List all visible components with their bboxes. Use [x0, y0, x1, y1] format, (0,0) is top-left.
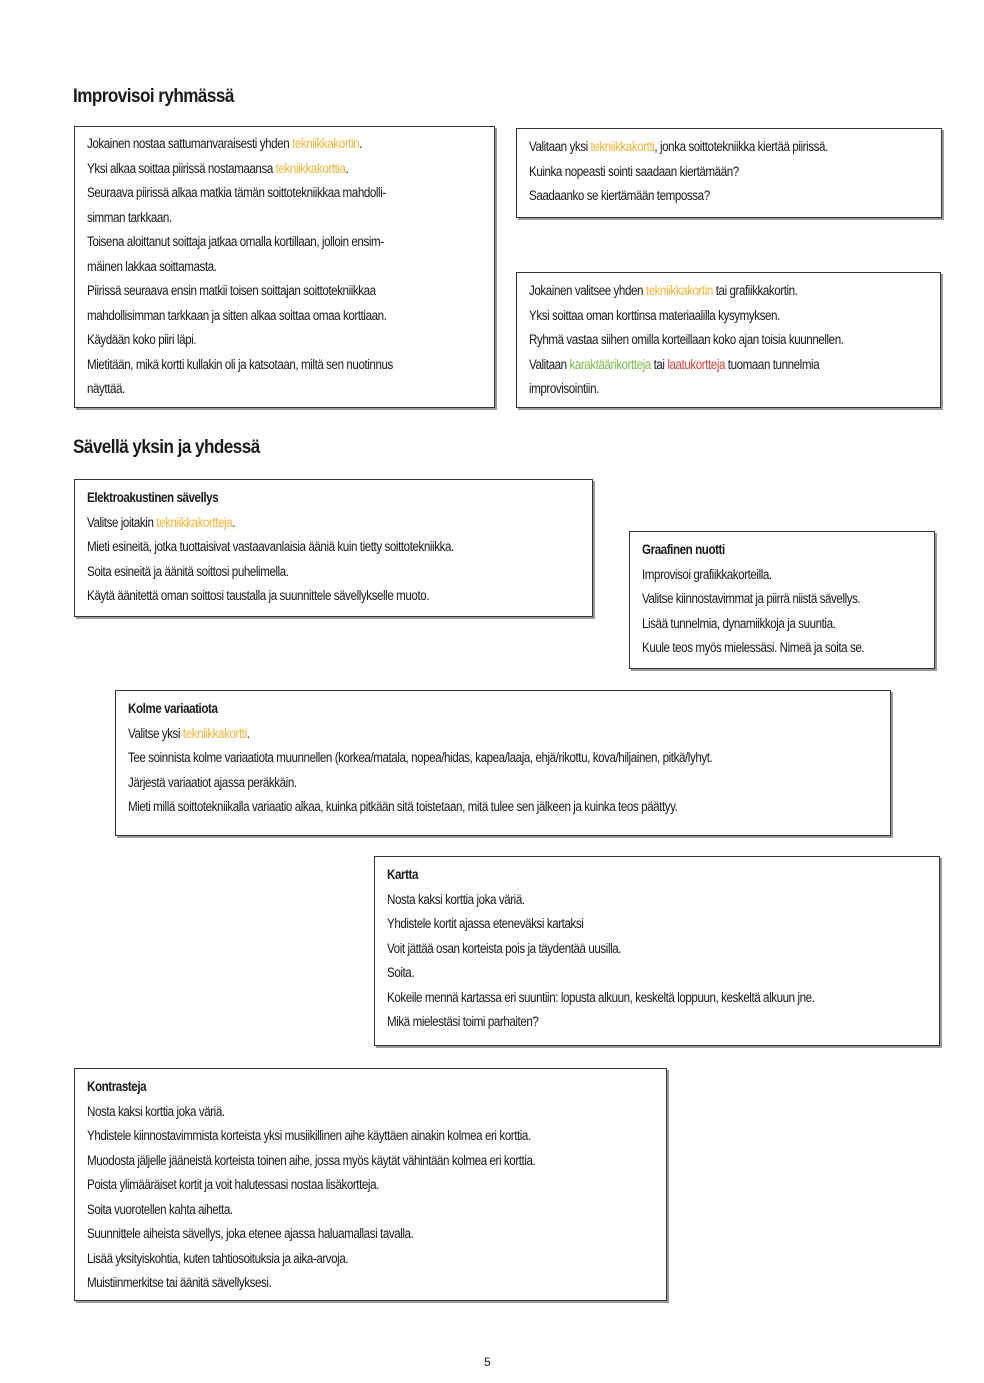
technique-card-term: tekniikkakorttia: [275, 160, 346, 176]
text-line: Kokeile mennä kartassa eri suuntiin: lopusta alkuun, keskeltä loppuun, keskeltä alkuun jne.: [387, 989, 815, 1005]
text-line: Nosta kaksi korttia joka väriä.: [387, 891, 525, 907]
text-line: Tee soinnista kolme variaatiota muunnellen (korkea/matala, nopea/hidas, kapea/laaja, ehjä/rikottu, kova/hiljainen, pitkä/lyhyt.: [128, 750, 713, 765]
text-segment: Jokainen valitsee yhden: [529, 283, 646, 298]
text-line: Voit jättää osan korteista pois ja täydentää uusilla.: [387, 940, 622, 956]
text-line: Yhdistele kiinnostavimmista korteista yksi musiikillinen aihe käyttäen ainakin kolmea eri korttia.: [87, 1128, 531, 1143]
text-line: Mieti millä soittotekniikalla variaatio alkaa, kuinka pitkään sitä toistetaan, mitä tulee sen jälkeen ja kuinka teos päättyy.: [128, 799, 678, 814]
text-line: Soita vuorotellen kahta aihetta.: [87, 1201, 233, 1217]
compose-card-electroacoustic: [74, 479, 593, 617]
text-segment: , jonka soittotekniikka kiertää piirissä.: [654, 139, 828, 154]
technique-card-term: tekniikkakortin: [292, 136, 360, 151]
compose-card-map: [374, 856, 940, 1046]
compose-card-contrasts: [74, 1068, 667, 1301]
text-segment: .: [232, 514, 236, 530]
text-line: Muistiinmerkitse tai äänitä sävellyksesi.: [87, 1275, 272, 1290]
text-line: Poista ylimääräiset kortit ja voit halutessasi nostaa lisäkortteja.: [87, 1177, 379, 1192]
text-line: Mieti esineitä, jotka tuottaisivat vastaavanlaisia ääniä kuin tietty soittotekniikka.: [87, 539, 454, 554]
text-line: Suunnittele aiheista sävellys, joka etenee ajassa haluamallasi tavalla.: [87, 1226, 414, 1241]
text-segment: tai grafiikkakortin.: [712, 283, 798, 298]
card-title: Graafinen nuotti: [642, 542, 725, 557]
text-line: Piirissä seuraava ensin matkii toisen soittajan soittotekniikkaa: [87, 283, 376, 298]
text-line: Ryhmä vastaa siihen omilla korteillaan koko ajan toisia kuunnellen.: [529, 332, 844, 347]
text-line: Yksi soittaa oman korttinsa materiaalilla kysymyksen.: [529, 307, 780, 323]
section-heading-compose: Sävellä yksin ja yhdessä: [73, 437, 260, 458]
card-title: Elektroakustinen sävellys: [87, 490, 219, 505]
text-line: [529, 353, 872, 378]
text-line: Nosta kaksi korttia joka väriä.: [87, 1103, 225, 1119]
text-line: [87, 157, 427, 182]
improvise-card-question-answer: [516, 272, 941, 408]
text-line: Käytä äänitettä oman soittosi taustalla ja suunnittele sävellykselle muoto.: [87, 588, 430, 603]
text-segment: .: [345, 160, 349, 176]
text-line: [128, 722, 773, 747]
text-segment: tai: [650, 356, 668, 372]
text-line: Yhdistele kortit ajassa eteneväksi kartaksi: [387, 916, 584, 931]
technique-card-term: tekniikkakortti: [590, 139, 655, 154]
text-line: [87, 132, 427, 157]
text-line: Valitse kiinnostavimmat ja piirrä niistä sävellys.: [642, 591, 861, 606]
text-line: Käydään koko piiri läpi.: [87, 332, 197, 347]
text-line: mäinen lakkaa soittamasta.: [87, 258, 217, 274]
text-line: Mikä mielestäsi toimi parhaiten?: [387, 1014, 539, 1029]
section-heading-improvise: Improvisoi ryhmässä: [73, 86, 234, 107]
compose-card-three-variations: [115, 690, 891, 836]
text-line: mahdollisimman tarkkaan ja sitten alkaa soittaa omaa korttiaan.: [87, 307, 387, 323]
text-segment: Yksi alkaa soittaa piirissä nostamaansa: [87, 160, 276, 176]
page-number: 5: [484, 1355, 491, 1369]
technique-card-term: tekniikkakortti: [182, 725, 247, 741]
text-segment: .: [359, 136, 362, 151]
text-segment: Valitse yksi: [128, 725, 183, 741]
text-line: Improvisoi grafiikkakorteilla.: [642, 566, 772, 582]
card-title: Kolme variaatiota: [128, 701, 218, 716]
text-segment: tuomaan tunnelmia: [724, 356, 820, 372]
text-line: [87, 511, 511, 536]
text-line: Soita esineitä ja äänitä soittosi puhelimella.: [87, 563, 289, 579]
text-segment: Valitse joitakin: [87, 514, 157, 530]
quality-card-term: laatukortteja: [667, 356, 725, 372]
text-segment: Jokainen nostaa sattumanvaraisesti yhden: [87, 136, 293, 151]
text-segment: Valitaan: [529, 356, 570, 372]
text-line: Kuinka nopeasti sointi saadaan kiertämään?: [529, 163, 739, 179]
text-line: Soita.: [387, 965, 415, 980]
text-line: Järjestä variaatiot ajassa peräkkäin.: [128, 774, 297, 790]
text-line: Lisää yksityiskohtia, kuten tahtiosoituksia ja aika-arvoja.: [87, 1250, 349, 1266]
text-line: simman tarkkaan.: [87, 209, 172, 225]
text-line: Lisää tunnelmia, dynamiikkoja ja suuntia.: [642, 615, 836, 631]
text-line: Mietitään, mikä kortti kullakin oli ja katsotaan, miltä sen nuotinnus: [87, 356, 393, 372]
text-segment: Valitaan yksi: [529, 139, 591, 154]
compose-card-graphic-score: [629, 531, 935, 669]
technique-card-term: tekniikkakortteja: [156, 514, 233, 530]
improvise-card-technique-chain: [74, 126, 495, 408]
technique-card-term: tekniikkakortin: [645, 283, 713, 298]
text-line: Muodosta jäljelle jääneistä korteista toinen aihe, jossa myös käytät vähintään kolmea eri korttia.: [87, 1152, 536, 1168]
text-line: improvisointiin.: [529, 381, 599, 396]
card-title: Kontrasteja: [87, 1079, 147, 1094]
character-card-term: karaktäärikortteja: [569, 356, 651, 372]
text-line: Saadaanko se kiertämään tempossa?: [529, 188, 710, 203]
card-title: Kartta: [387, 867, 418, 882]
text-line: Seuraava piirissä alkaa matkia tämän soittotekniikkaa mahdolli-: [87, 185, 386, 200]
text-line: [529, 135, 873, 160]
text-line: Toisena aloittanut soittaja jatkaa omalla kortillaan, jolloin ensim-: [87, 234, 384, 249]
text-line: Kuule teos myös mielessäsi. Nimeä ja soita se.: [642, 640, 865, 655]
text-line: [529, 279, 872, 304]
text-line: näyttää.: [87, 381, 125, 396]
text-segment: .: [246, 725, 250, 741]
improvise-card-rotating-sound: [516, 128, 942, 218]
